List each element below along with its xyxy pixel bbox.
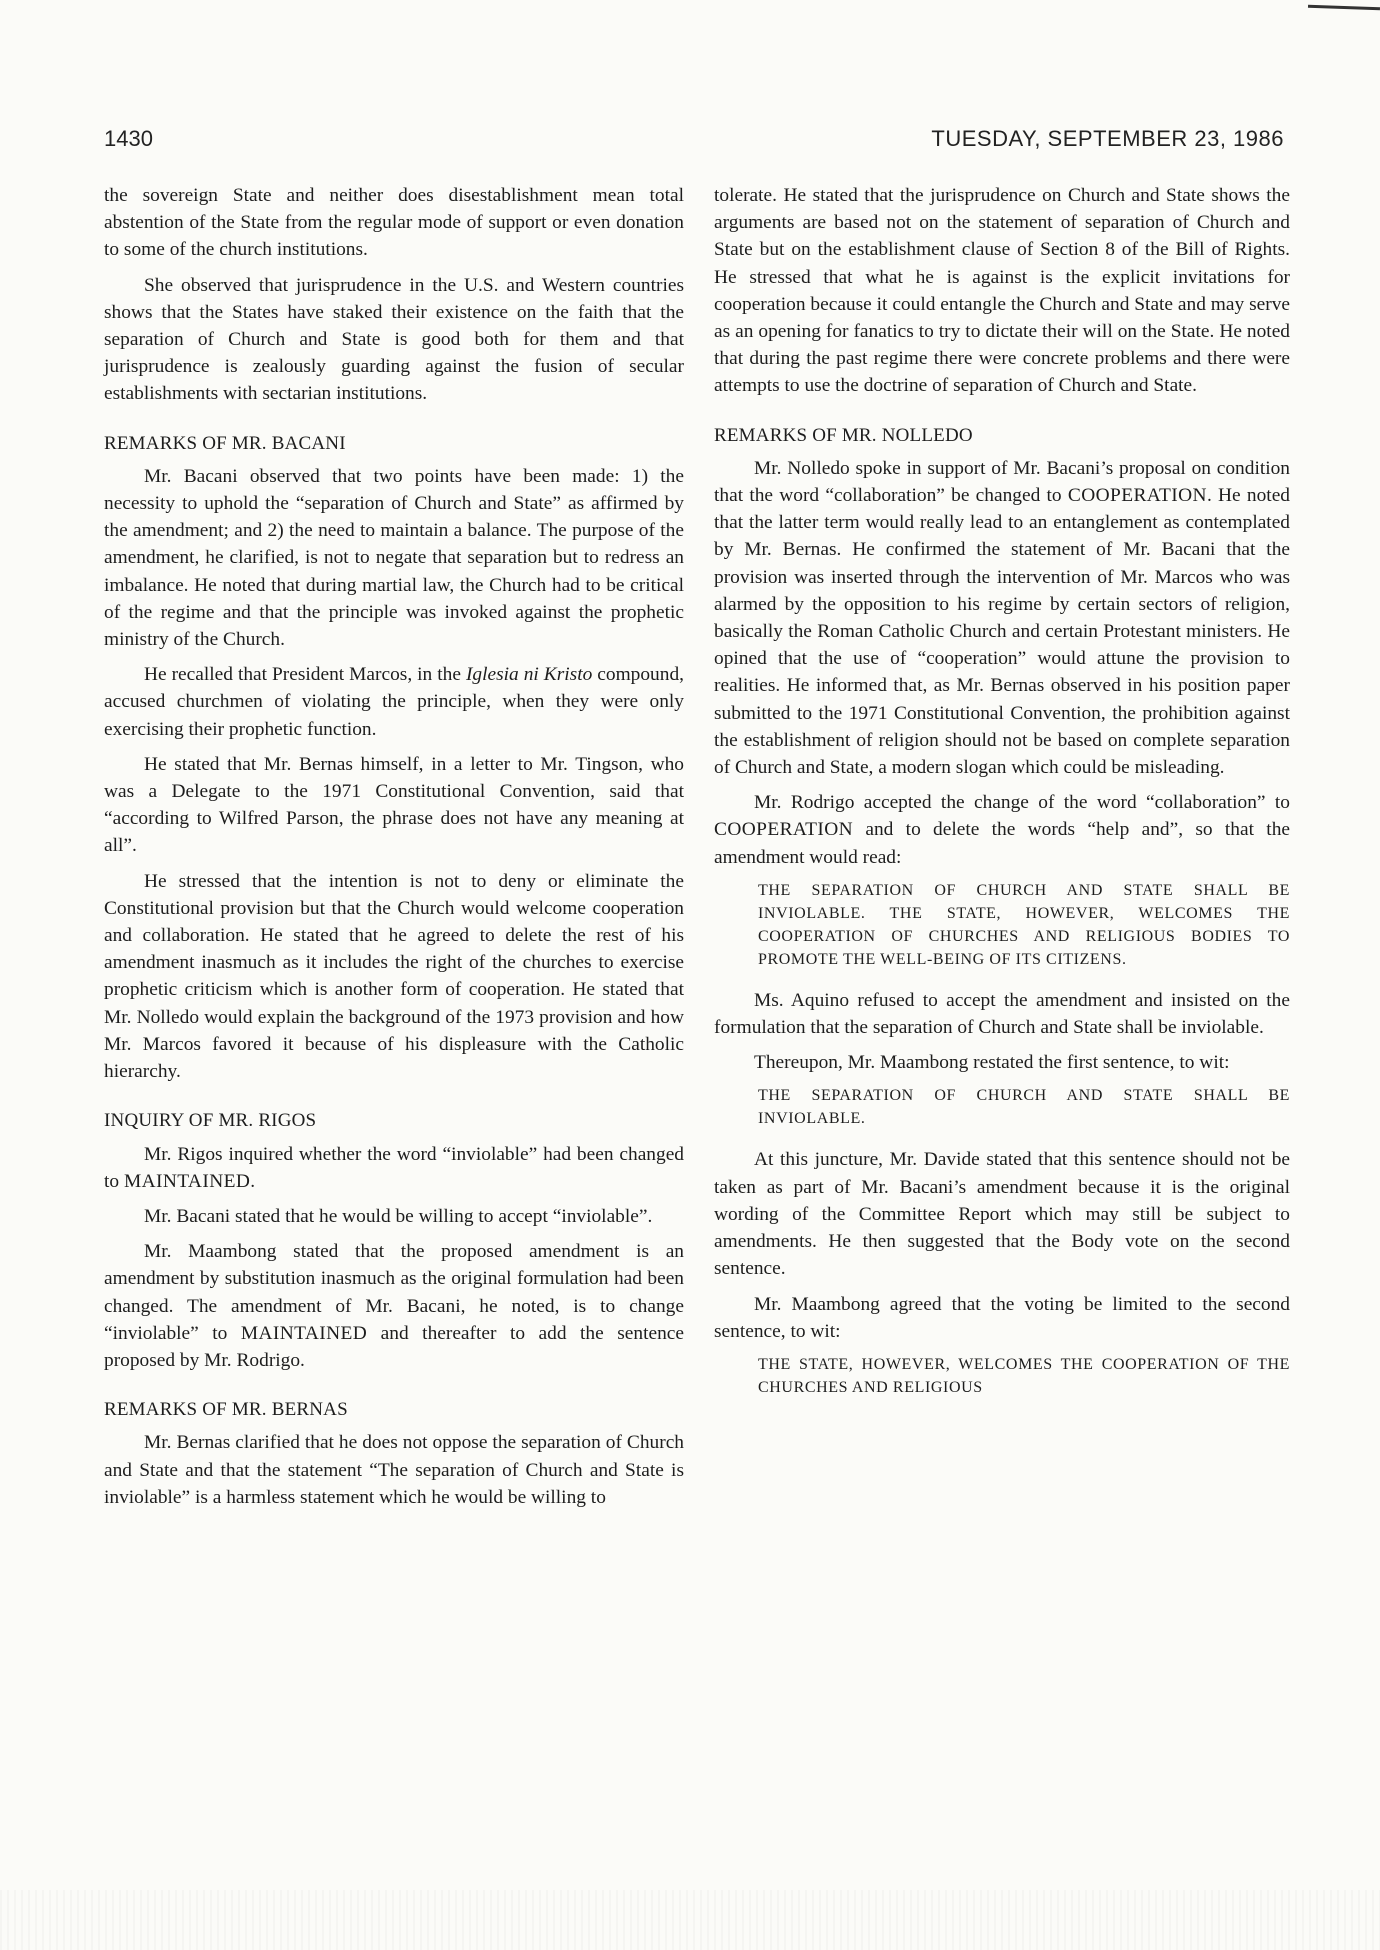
text-run: and to delete the words “help and”, so that the amendment would read:: [714, 819, 1290, 868]
page-number: 1430: [104, 126, 153, 151]
scan-noise: [0, 1890, 1380, 1950]
paragraph: Thereupon, Mr. Maambong restated the first sentence, to wit:: [754, 1052, 1230, 1074]
paragraph: She observed that jurisprudence in the U.S. and Western countries shows that the States have staked their existence on the faith that the separation of Church and State is good both for them and that jurisprudence is zealously guarding against the fusion of secular establishments with sectarian institutions.: [104, 274, 684, 405]
right-column: [714, 182, 1290, 1415]
paragraph: Mr. Maambong agreed that the voting be limited to the second sentence, to wit:: [714, 1293, 1290, 1342]
paragraph: [104, 661, 684, 743]
paragraph: [104, 1238, 684, 1374]
text-run: Mr. Nolledo spoke in support of Mr. Bacani’s proposal on condition that the word “collaboration” be changed to: [714, 457, 1290, 507]
page-date: TUESDAY, SEPTEMBER 23, 1986: [931, 126, 1284, 151]
paragraph: tolerate. He stated that the jurisprudence on Church and State shows the arguments are based not on the statement of separation of Church and State but on the establishment clause of Section 8 of the Bill of Rights. He stressed that what he is against is the explicit invitations for cooperation because it could entangle the Church and State and may serve as an opening for fanatics to try to dictate their will on the State. He noted that during the past regime there were concrete problems and there were attempts to use the doctrine of separation of Church and State.: [714, 185, 1290, 397]
section-heading: REMARKS OF MR. BACANI: [104, 432, 346, 454]
section-heading: REMARKS OF MR. NOLLEDO: [714, 424, 973, 446]
scan-corner-mark: [1308, 5, 1380, 11]
paragraph: Mr. Bacani observed that two points have been made: 1) the necessity to uphold the “separation of Church and State” as affirmed by the amendment; and 2) the need to maintain a balance. The purpose of the amendment, he clarified, is not to negate that separation but to redress an imbalance. He noted that during martial law, the Church had to be critical of the regime and that the principle was invoked against the prophetic ministry of the Church.: [104, 465, 684, 651]
smallcaps-run: COOPERATION: [1067, 485, 1207, 507]
paragraph: the sovereign State and neither does disestablishment mean total abstention of the State from the regular mode of support or even donation to some of the church institutions.: [104, 185, 684, 261]
text-run: He recalled that President Marcos, in the: [144, 664, 466, 686]
text-run: and thereafter to add the sentence proposed by Mr. Rodrigo.: [104, 1322, 684, 1371]
block-quote: THE SEPARATION OF CHURCH AND STATE SHALL BE INVIOLABLE.: [758, 1087, 1290, 1128]
smallcaps-run: COOPERATION: [714, 819, 854, 841]
text-run: .: [250, 1170, 256, 1192]
text-run: Mr. Rigos inquired whether the word “inviolable” had been changed to: [104, 1143, 684, 1192]
paragraph: He stressed that the intention is not to deny or eliminate the Constitutional provision but that the Church would welcome cooperation and collaboration. He stated that he agreed to delete the rest of his amendment inasmuch as it includes the right of the churches to exercise prophetic criticism which is another form of cooperation. He stated that Mr. Nolledo would explain the background of the 1973 provision and how Mr. Marcos favored it because of his displeasure with the Catholic hierarchy.: [104, 870, 684, 1083]
block-quote: THE STATE, HOWEVER, WELCOMES THE COOPERATION OF THE CHURCHES AND RELIGIOUS: [758, 1355, 1290, 1396]
text-run: compound, accused churchmen of violating the principle, when they were only exercising their prophetic function.: [104, 664, 684, 740]
paragraph: He stated that Mr. Bernas himself, in a letter to Mr. Tingson, who was a Delegate to the 1971 Constitutional Convention, said that “according to Wilfred Parson, the phrase does not have any meaning at all”.: [104, 753, 684, 857]
italic-run: Iglesia ni Kristo: [465, 664, 593, 686]
smallcaps-run: MAINTAINED: [240, 1322, 368, 1344]
paragraph: Ms. Aquino refused to accept the amendment and insisted on the formulation that the separation of Church and State shall be inviolable.: [714, 989, 1290, 1039]
paragraph: [714, 789, 1290, 871]
left-column: [104, 182, 684, 1519]
paragraph: Mr. Bernas clarified that he does not oppose the separation of Church and State and that the statement “The separation of Church and State is inviolable” is a harmless statement which he would be willing to: [104, 1432, 684, 1508]
text-run: Mr. Maambong stated that the proposed amendment is an amendment by substitution inasmuch as the original formulation had been changed. The amendment of Mr. Bacani, he noted, is to change “inviolable” to: [104, 1241, 684, 1344]
block-quote: THE SEPARATION OF CHURCH AND STATE SHALL BE INVIOLABLE. THE STATE, HOWEVER, WELCOMES THE COOPERATION OF CHURCHES AND RELIGIOUS BODIES TO PROMOTE THE WELL-BEING OF ITS CITIZENS.: [758, 881, 1290, 968]
paragraph: [714, 455, 1290, 781]
page-header: [104, 126, 1284, 152]
smallcaps-run: MAINTAINED: [123, 1170, 251, 1192]
paragraph: [104, 1141, 684, 1195]
section-heading: INQUIRY OF MR. RIGOS: [104, 1110, 317, 1132]
text-run: . He noted that the latter term would really lead to an entanglement as contemplated by Mr. Bernas. He confirmed the statement of Mr. Bacani that the provision was inserted through the intervention of Mr. Marcos who was alarmed by the opposition to his regime by certain sectors of religion, basically the Roman Catholic Church and certain Protestant ministers. He opined that the use of “cooperation” would attune the provision to realities. He informed that, as Mr. Bernas observed in his position paper submitted to the 1971 Constitutional Convention, the prohibition against the establishment of religion should not be based on complete separation of Church and State, a modern slogan which could be misleading.: [714, 485, 1290, 779]
paragraph: At this juncture, Mr. Davide stated that this sentence should not be taken as part of Mr. Bacani’s amendment because it is the original wording of the Committee Report which may still be subject to amendments. He then suggested that the Body vote on the second sentence.: [714, 1149, 1290, 1280]
section-heading: REMARKS OF MR. BERNAS: [104, 1399, 348, 1421]
text-run: Mr. Rodrigo accepted the change of the word “collaboration” to: [754, 792, 1290, 814]
paragraph: Mr. Bacani stated that he would be willing to accept “inviolable”.: [144, 1205, 653, 1227]
